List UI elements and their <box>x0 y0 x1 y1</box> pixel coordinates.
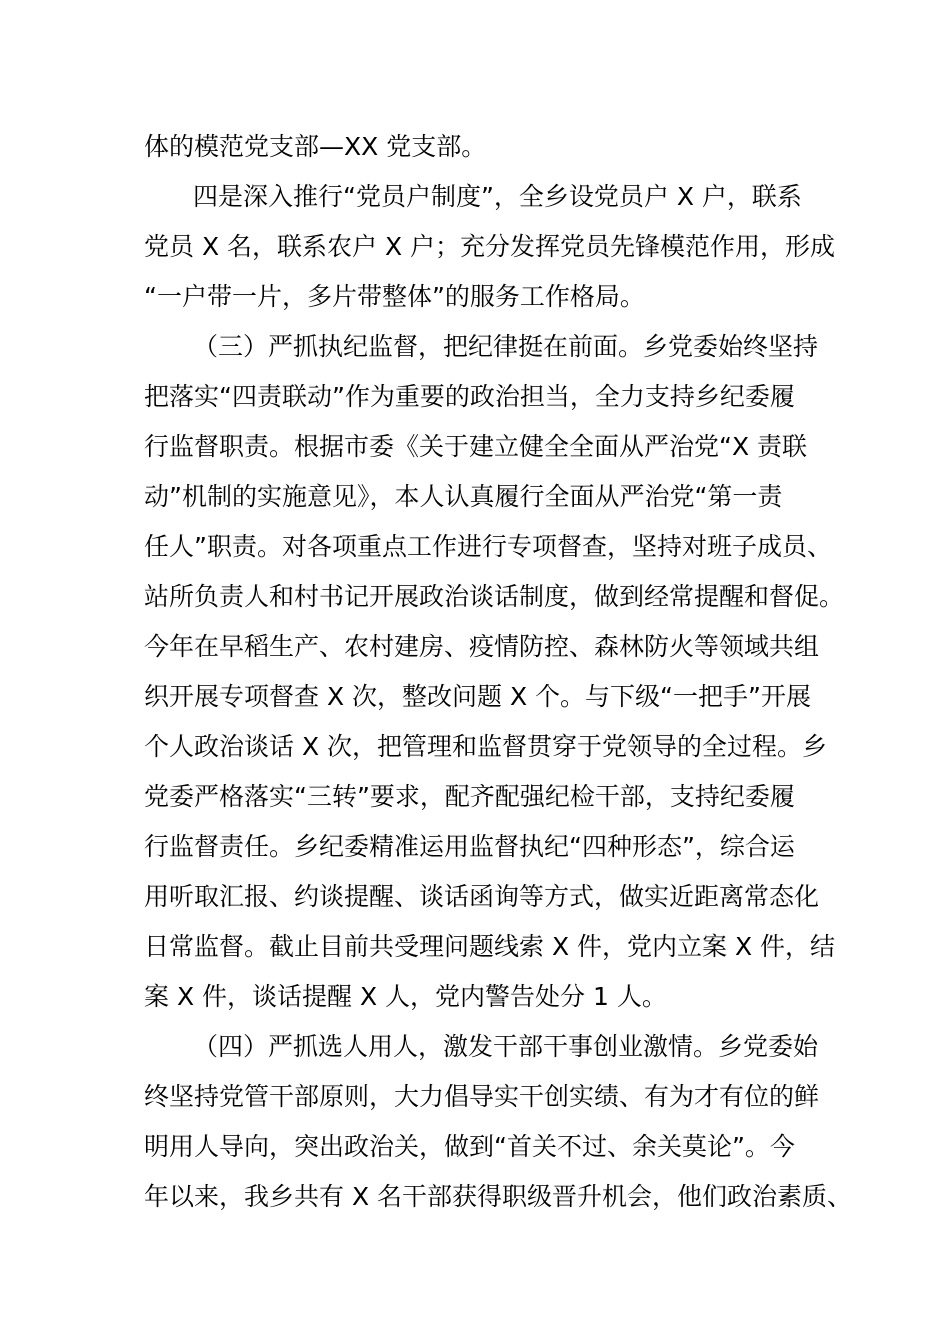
text-line: 今年在早稻生产、农村建房、疫情防控、森林防火等领域共组 <box>144 632 820 661</box>
paragraph-first-line: 四是深入推行“党员户制度”，全乡设党员户 X 户，联系 <box>193 182 802 211</box>
text-line: 党员 X 名，联系农户 X 户；充分发挥党员先锋模范作用，形成 <box>144 232 836 261</box>
text-line: 案 X 件，谈话提醒 X 人，党内警告处分 1 人。 <box>144 982 667 1011</box>
text-line: 体的模范党支部—XX 党支部。 <box>144 132 487 161</box>
text-line: 站所负责人和村书记开展政治谈话制度，做到经常提醒和督促。 <box>144 582 845 611</box>
text-line: 织开展专项督查 X 次，整改问题 X 个。与下级“一把手”开展 <box>144 682 811 711</box>
section-heading-line: （三）严抓执纪监督，把纪律挺在前面。乡党委始终坚持 <box>193 332 819 361</box>
text-line: 年以来，我乡共有 X 名干部获得职级晋升机会，他们政治素质、 <box>144 1182 853 1211</box>
text-line: 用听取汇报、约谈提醒、谈话函询等方式，做实近距离常态化 <box>144 882 820 911</box>
text-line: 任人”职责。对各项重点工作进行专项督查，坚持对班子成员、 <box>144 532 832 561</box>
text-line: 明用人导向，突出政治关，做到“首关不过、余关莫论”。今 <box>144 1132 795 1161</box>
text-line: 行监督职责。根据市委《关于建立健全全面从严治党“X 责联 <box>144 432 808 461</box>
text-line: 把落实“四责联动”作为重要的政治担当，全力支持乡纪委履 <box>144 382 795 411</box>
text-line: 行监督责任。乡纪委精准运用监督执纪“四种形态”，综合运 <box>144 832 795 861</box>
section-heading-line: （四）严抓选人用人，激发干部干事创业激情。乡党委始 <box>193 1032 819 1061</box>
text-line: 动”机制的实施意见》，本人认真履行全面从严治党“第一责 <box>144 482 783 511</box>
text-line: 党委严格落实“三转”要求，配齐配强纪检干部，支持纪委履 <box>144 782 795 811</box>
text-line: 终坚持党管干部原则，大力倡导实干创实绩、有为才有位的鲜 <box>144 1082 820 1111</box>
text-line: 日常监督。截止目前共受理问题线索 X 件，党内立案 X 件，结 <box>144 932 836 961</box>
text-line: 个人政治谈话 X 次，把管理和监督贯穿于党领导的全过程。乡 <box>144 732 828 761</box>
text-line: “一户带一片，多片带整体”的服务工作格局。 <box>144 282 645 311</box>
